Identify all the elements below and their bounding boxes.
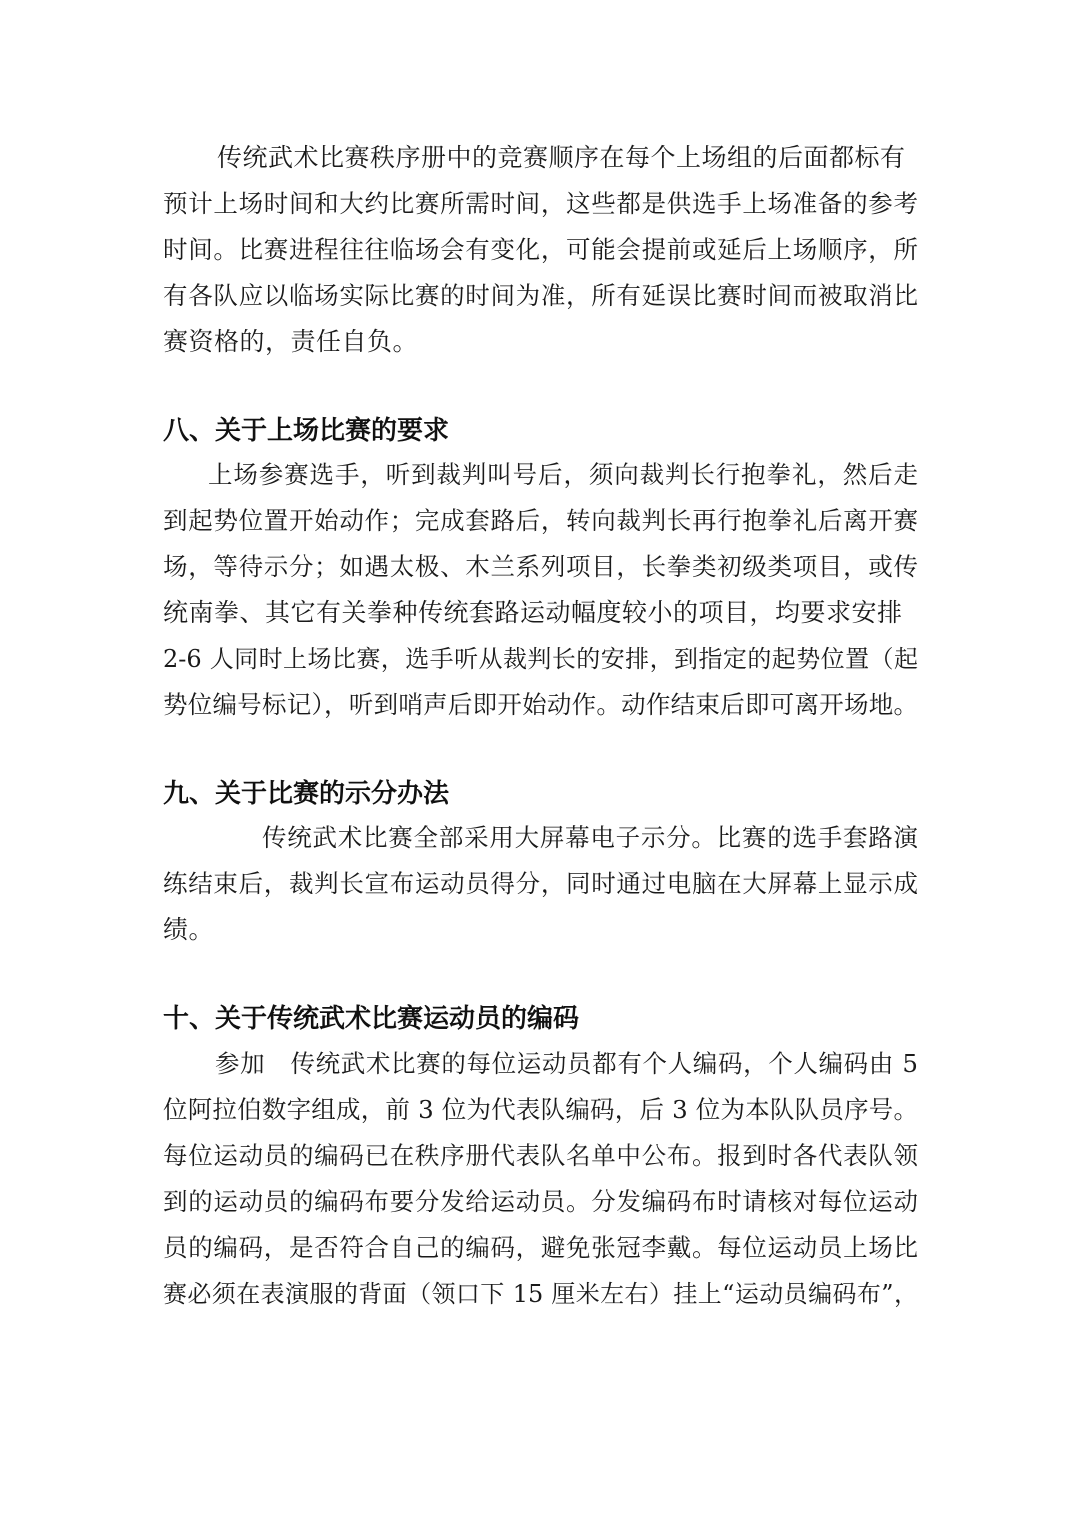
paragraph-line: 参加 传统武术比赛的每位运动员都有个人编码，个人编码由 5 (215, 1049, 918, 1078)
section-heading-8: 八、关于上场比赛的要求 (163, 416, 450, 446)
paragraph-line: 统南拳、其它有关拳种传统套路运动幅度较小的项目，均要求安排 (163, 598, 903, 627)
paragraph-line: 预计上场时间和大约比赛所需时间，这些都是供选手上场准备的参考 (163, 189, 918, 218)
paragraph-line: 时间。比赛进程往往临场会有变化，可能会提前或延后上场顺序，所 (163, 235, 918, 264)
section-heading-10: 十、关于传统武术比赛运动员的编码 (163, 1004, 580, 1034)
paragraph-line: 员的编码，是否符合自己的编码，避免张冠李戴。每位运动员上场比 (163, 1233, 918, 1262)
paragraph-line: 练结束后，裁判长宣布运动员得分，同时通过电脑在大屏幕上显示成 (163, 869, 918, 898)
section-heading-9: 九、关于比赛的示分办法 (163, 779, 450, 809)
paragraph-line: 赛资格的，责任自负。 (163, 327, 419, 356)
paragraph-line: 有各队应以临场实际比赛的时间为准，所有延误比赛时间而被取消比 (163, 281, 918, 310)
paragraph-line: 位阿拉伯数字组成，前 3 位为代表队编码，后 3 位为本队队员序号。 (163, 1095, 918, 1124)
paragraph-line: 上场参赛选手，听到裁判叫号后，须向裁判长行抱拳礼，然后走 (208, 460, 918, 489)
paragraph-line: 到的运动员的编码布要分发给运动员。分发编码布时请核对每位运动 (163, 1187, 918, 1216)
paragraph-line: 绩。 (163, 915, 215, 944)
paragraph-line: 势位编号标记），听到哨声后即开始动作。动作结束后即可离开场地。 (163, 690, 918, 719)
paragraph-line: 2-6 人同时上场比赛，选手听从裁判长的安排，到指定的起势位置（起 (163, 645, 918, 673)
paragraph-line: 赛必须在表演服的背面（领口下 15 厘米左右）挂上“运动员编码布”， (163, 1280, 918, 1308)
paragraph-line: 传统武术比赛全部采用大屏幕电子示分。比赛的选手套路演 (262, 823, 918, 852)
paragraph-line: 场，等待示分；如遇太极、木兰系列项目，长拳类初级类项目，或传 (163, 552, 918, 581)
paragraph-line: 传统武术比赛秩序册中的竞赛顺序在每个上场组的后面都标有 (217, 143, 906, 172)
paragraph-line: 到起势位置开始动作；完成套路后，转向裁判长再行抱拳礼后离开赛 (163, 506, 918, 535)
paragraph-line: 每位运动员的编码已在秩序册代表队名单中公布。报到时各代表队领 (163, 1141, 918, 1170)
